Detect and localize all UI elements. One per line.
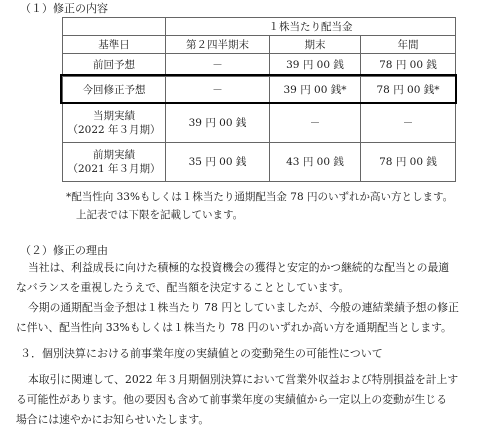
header-annual: 年間 — [361, 36, 456, 54]
header-per-share-dividend: １株当たり配当金 — [166, 18, 456, 36]
cell-end: 43 円 00 銭 — [270, 143, 361, 182]
section1-title: （１）修正の内容 — [20, 2, 108, 15]
row-label-line2: （2021 年３月期） — [67, 163, 161, 175]
reason-paragraph — [16, 258, 486, 338]
reason-line: に伴い、配当性向 33%もしくは１株当たり 78 円のいずれか高い方を通期配当とします。 — [16, 321, 452, 334]
cell-year: 78 円 00 銭 — [361, 143, 456, 182]
row-label: 前回予想 — [63, 54, 166, 77]
table-row — [63, 104, 456, 143]
header-base-date: 基準日 — [63, 36, 166, 54]
reason-line: 今期の通期配当金予想は１株当たり 78 円としていましたが、今般の連結業績予想の修正 — [28, 301, 459, 314]
cell-year: 78 円 00 銭 — [361, 54, 456, 77]
row-label: 今回修正予想 — [63, 77, 166, 104]
s3-line: 場合には速やかにお知らせいたします。 — [16, 413, 210, 426]
s3-line: る可能性があります。他の要因も含めて前事業年度の実績値から一定以上の変動が生じる — [16, 393, 448, 406]
section3-paragraph — [16, 370, 486, 430]
cell-end: 39 円 00 銭* — [270, 77, 361, 104]
table-note-1: *配当性向 33%もしくは１株当たり通期配当金 78 円のいずれか高い方とします。 — [66, 191, 454, 203]
cell-q2: － — [166, 77, 270, 104]
section2-title: （２）修正の理由 — [20, 244, 108, 257]
row-label — [63, 104, 166, 143]
cell-year: 78 円 00 銭* — [361, 77, 456, 104]
cell-q2: － — [166, 54, 270, 77]
reason-line: 当社は、利益成長に向けた積極的な投資機会の獲得と安定的かつ継続的な配当との最適 — [28, 261, 450, 274]
section3-title: ３．個別決算における前事業年度の実績値との変動発生の可能性について — [20, 347, 383, 360]
cell-q2: 39 円 00 銭 — [166, 104, 270, 143]
cell-end: 39 円 00 銭 — [270, 54, 361, 77]
table-row — [63, 143, 456, 182]
header-q2-end: 第２四半期末 — [166, 36, 270, 54]
header-period-end: 期末 — [270, 36, 361, 54]
table-row — [63, 54, 456, 77]
dividend-table — [62, 17, 456, 182]
row-label-line2: （2022 年３月期） — [67, 124, 161, 136]
row-label-line1: 前期実績 — [93, 149, 135, 161]
s3-line: 本取引に関連して、2022 年３月期個別決算において営業外収益および特別損益を計上す — [28, 373, 459, 386]
cell-year: － — [361, 104, 456, 143]
row-label — [63, 143, 166, 182]
cell-end: － — [270, 104, 361, 143]
cell-q2: 35 円 00 銭 — [166, 143, 270, 182]
empty-corner — [63, 18, 166, 36]
row-label-line1: 当期実績 — [93, 110, 135, 122]
table-note-2: 上記表では下限を記載しています。 — [76, 209, 244, 221]
reason-line: なバランスを重視したうえで、配当額を決定することとしています。 — [16, 281, 350, 294]
table-row-highlighted — [63, 77, 456, 104]
